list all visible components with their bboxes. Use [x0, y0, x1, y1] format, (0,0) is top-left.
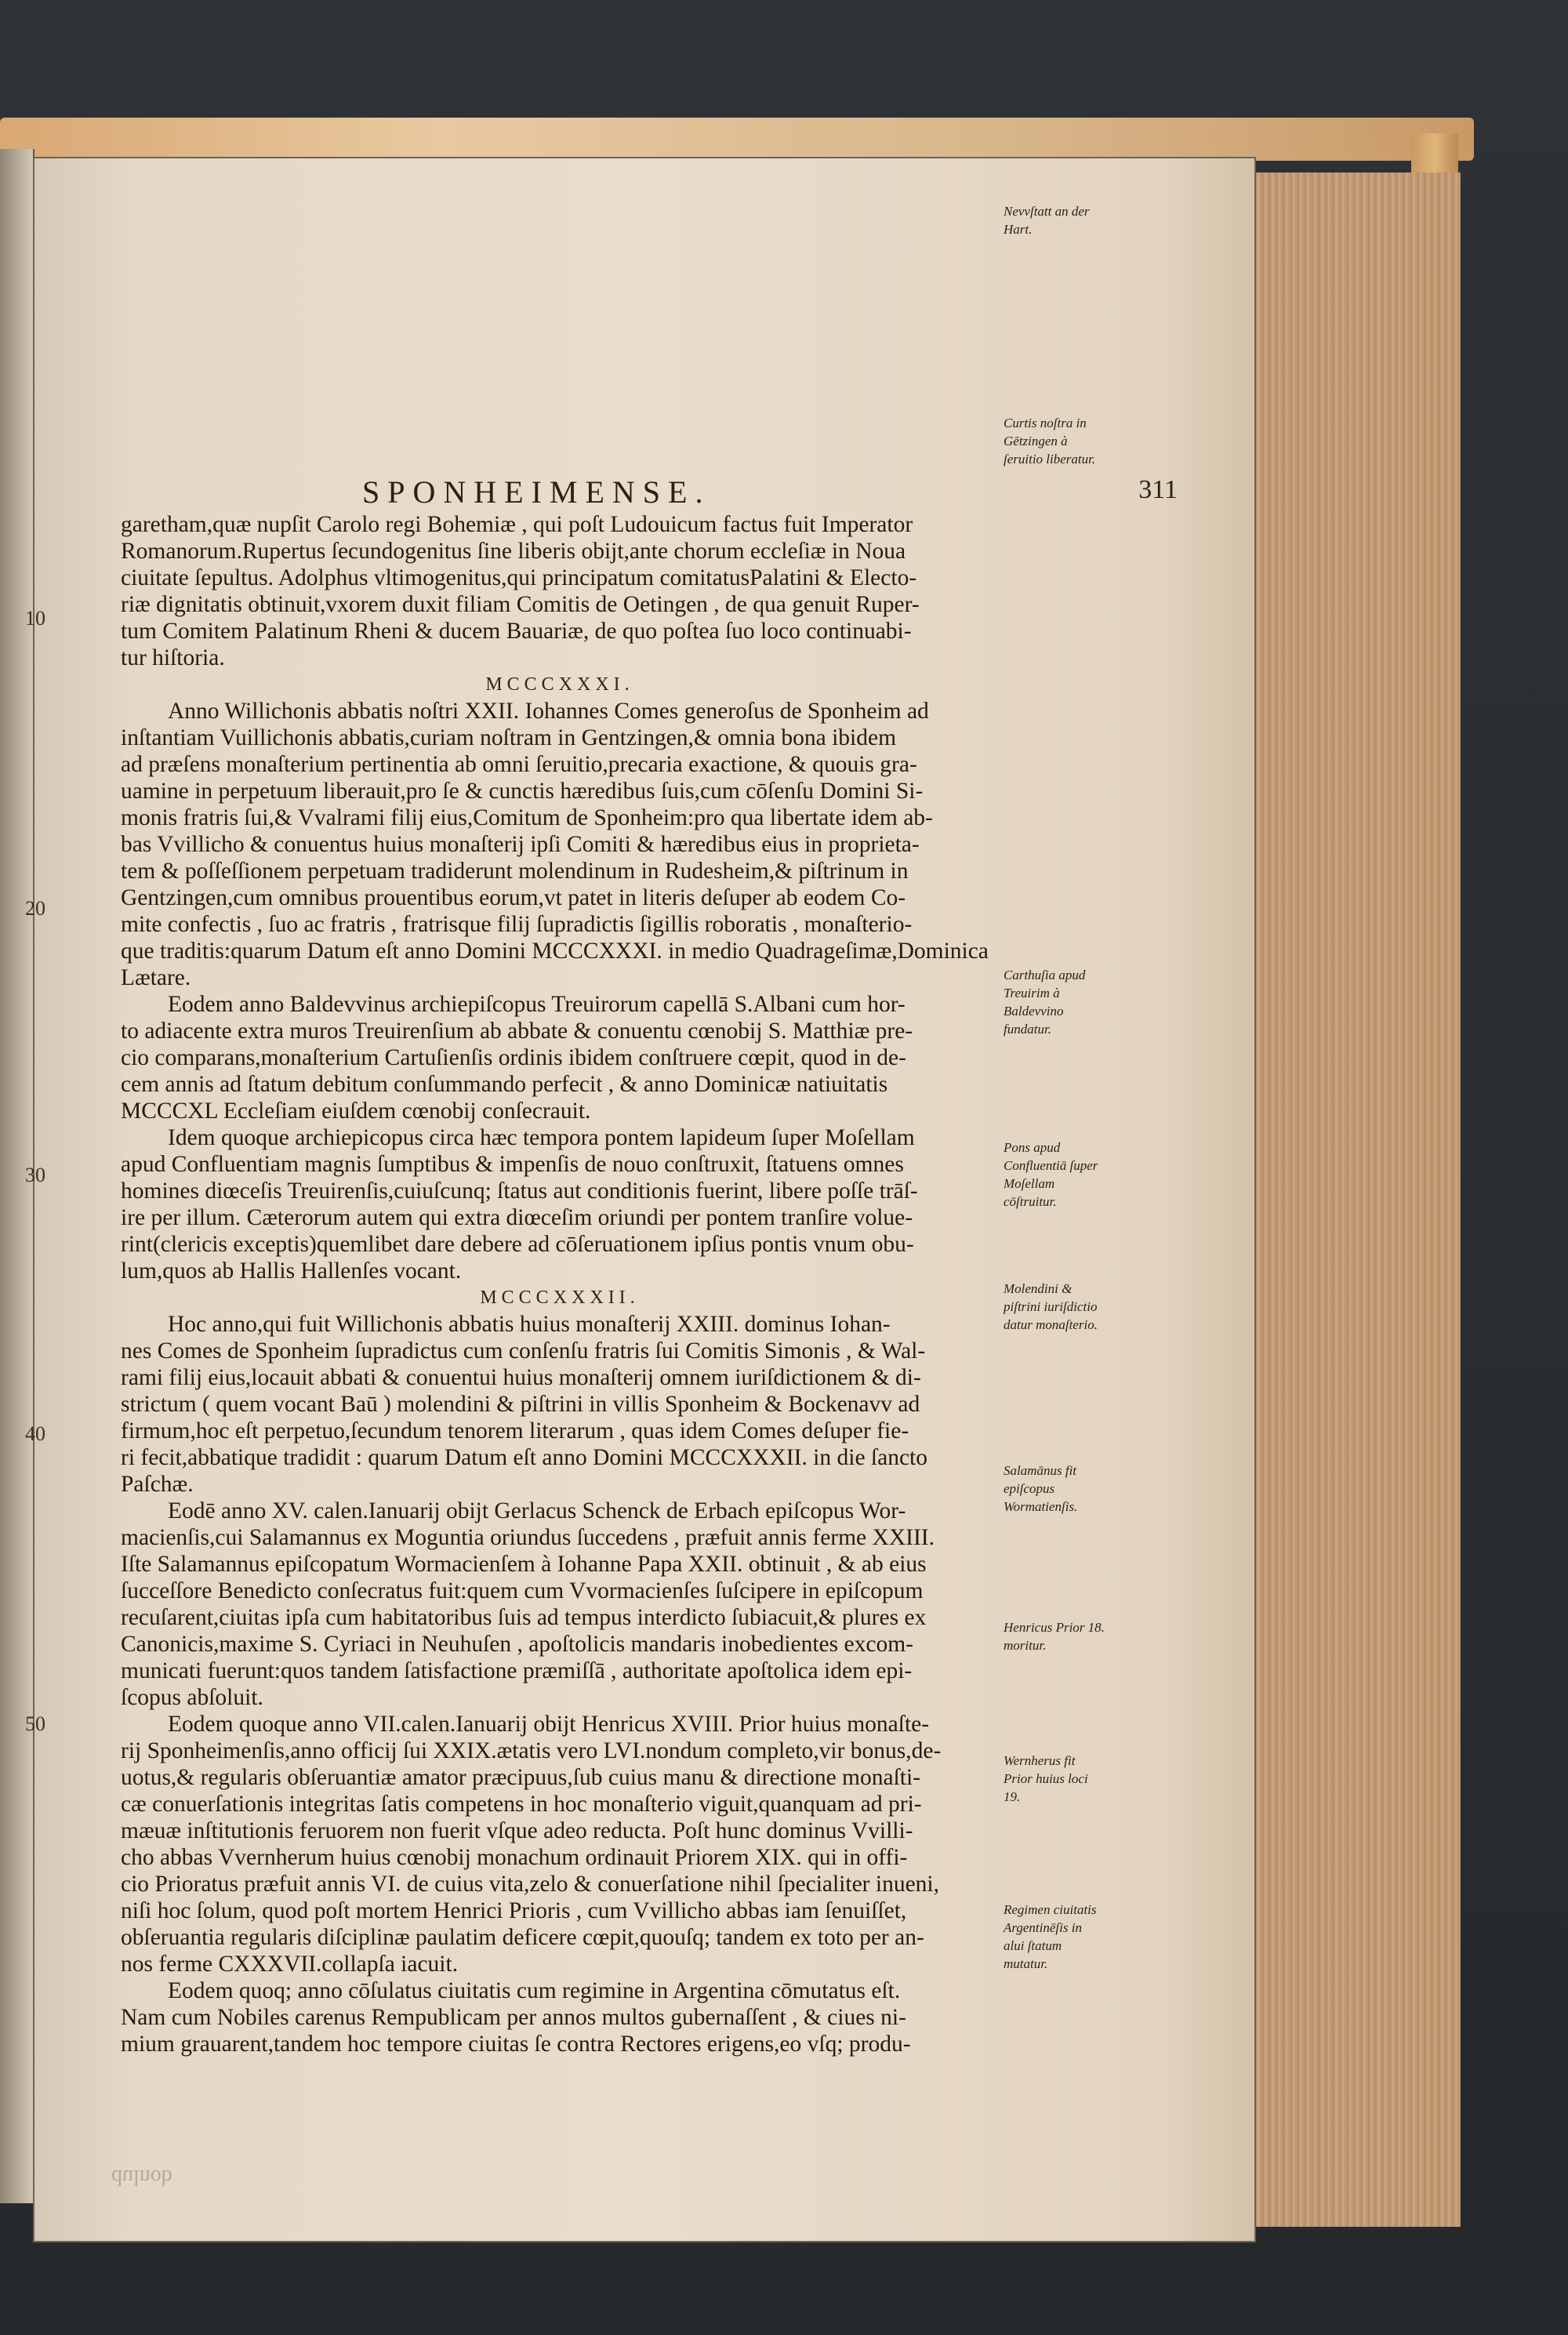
text-line: recuſarent,ciuitas ipſa cum habitatoribus ſuis ad tempus interdicto ſubiacuit,& plures ex — [121, 1605, 927, 1630]
line-number: 10 — [25, 607, 45, 630]
text-line: cæ conuerſationis integritas ſatis competens in hoc monaſterio viguit,quanquam ad pri- — [121, 1792, 922, 1817]
text-line: riæ dignitatis obtinuit,vxorem duxit filiam Comitis de Oetingen , de qua genuit Ruper- — [121, 592, 920, 617]
text-line: ri fecit,abbatique tradidit : quarum Datum eſt anno Domini MCCCXXXII. in die ſancto — [121, 1445, 927, 1470]
margin-note: Curtis noſtra in Gētzingen à ſeruitio liberatur. — [1004, 416, 1096, 467]
book-page — [25, 157, 1256, 2242]
text-line: tum Comitem Palatinum Rheni & ducem Bauariæ, de quo poſtea ſuo loco continuabi- — [121, 619, 912, 644]
text-line: tem & poſſeſſionem perpetuam tradiderunt molendinum in Rudesheim,& piſtrinum in — [121, 859, 909, 884]
year-heading: MCCCXXXII. — [480, 1287, 640, 1308]
text-line: Canonicis,maxime S. Cyriaci in Neuhuſen , apoſtolicis mandaris inobedientes excom- — [121, 1632, 913, 1657]
text-line: nos ferme CXXXVII.collapſa iacuit. — [121, 1952, 459, 1977]
text-line: garetham,quæ nupſit Carolo regi Bohemiæ , qui poſt Ludouicum factus fuit Imperator — [121, 512, 913, 537]
margin-note: Wernherus fit Prior huius loci 19. — [1004, 1753, 1088, 1804]
text-line: strictum ( quem vocant Baū ) molendini & piſtrini in villis Sponheim & Bockenavv ad — [121, 1392, 920, 1417]
text-line: MCCCXL Eccleſiam eiuſdem cœnobij conſecrauit. — [121, 1099, 591, 1124]
text-line: ſucceſſore Benedicto conſecratus fuit:quem cum Vvormacienſes ſuſcipere in epiſcopum — [121, 1578, 924, 1603]
text-line: niſi hoc ſolum, quod poſt mortem Henrici Prioris , cum Vvillicho abbas iam ſenuiſſet, — [121, 1898, 907, 1923]
text-line: mium grauarent,tandem hoc tempore ciuitas ſe contra Rectores erigens,eo vſq; produ- — [121, 2032, 911, 2057]
text-line: Idem quoque archiepicopus circa hæc tempora pontem lapideum ſuper Moſellam — [168, 1125, 915, 1150]
text-line: ad præſens monaſterium pertinentia ab omni ſeruitio,precaria exactione, & quouis gra- — [121, 752, 917, 777]
page-header — [362, 474, 1178, 513]
text-line: Paſchæ. — [121, 1472, 194, 1497]
margin-note: Pons apud Confluentiā ſuper Moſellam cōſtruitur. — [1004, 1140, 1098, 1209]
text-line: inſtantiam Vuillichonis abbatis,curiam noſtram in Gentzingen,& omnia bona ibidem — [121, 725, 897, 750]
text-line: rij Sponheimenſis,anno officij ſui XXIX.ætatis vero LVI.nondum completo,vir bonus,de- — [121, 1738, 942, 1763]
text-line: cho abbas Vvernherum huius cœnobij monachum ordinauit Priorem XIX. qui in offi- — [121, 1845, 908, 1870]
text-line: ciuitate ſepultus. Adolphus vltimogenitus,qui principatum comitatusPalatini & Electo- — [121, 565, 917, 590]
margin-note: Salamānus fit epiſcopus Wormatienſis. — [1004, 1463, 1078, 1514]
margin-note: Henricus Prior 18. moritur. — [1004, 1620, 1105, 1653]
book-top-edge — [0, 118, 1474, 161]
text-line: Nam cum Nobiles carenus Rempublicam per annos multos gubernaſſent , & ciues ni- — [121, 2005, 906, 2030]
text-line: Iſte Salamannus epiſcopatum Wormacienſem à Iohanne Papa XXII. obtinuit , & ab eius — [121, 1552, 927, 1577]
text-line: firmum,hoc eſt perpetuo,ſecundum tenorem literarum , quas idem Comes deſuper fie- — [121, 1418, 909, 1443]
text-line: macienſis,cui Salamannus ex Moguntia oriundus ſuccedens , præfuit annis ferme XXIII. — [121, 1525, 935, 1550]
text-line: nes Comes de Sponheim ſupradictus cum conſenſu fratris ſui Comitis Simonis , & Wal- — [121, 1338, 926, 1364]
margin-note: Molendini & piſtrini iuriſdictio datur monaſterio. — [1004, 1281, 1098, 1332]
text-line: rami filij eius,locauit abbati & conuentui huius monaſterij omnem iuriſdictionem & di- — [121, 1365, 921, 1390]
page-fore-edge — [1223, 172, 1461, 2227]
text-line: Eodem anno Baldevvinus archiepiſcopus Treuirorum capellā S.Albani cum hor- — [168, 992, 906, 1017]
text-line: cio Prioratus præfuit annis VI. de cuius vita,zelo & conuerſatione nihil ſpecialiter inueni, — [121, 1872, 939, 1897]
margin-note: Regimen ciuitatis Argentinēſis in alui ſtatum mutatur. — [1004, 1902, 1097, 1971]
text-line: ſcopus abſoluit. — [121, 1685, 263, 1710]
text-line: Gentzingen,cum omnibus prouentibus eorum,vt patet in literis deſuper ab eodem Co- — [121, 885, 906, 910]
text-line: Lætare. — [121, 965, 191, 990]
text-line: apud Confluentiam magnis ſumptibus & impenſis de nouo conſtruxit, ſtatuens omnes — [121, 1152, 904, 1177]
main-text-column — [121, 511, 999, 2057]
text-line: to adiacente extra muros Treuirenſium ab abbate & conuentu cœnobij S. Matthiæ pre- — [121, 1019, 913, 1044]
text-line: Eodē anno XV. calen.Ianuarij obijt Gerlacus Schenck de Erbach epiſcopus Wor- — [168, 1498, 906, 1523]
offset-print: dulnob — [111, 2165, 172, 2189]
year-heading: MCCCXXXI. — [485, 674, 634, 695]
text-line: que traditis:quarum Datum eſt anno Domini MCCCXXXI. in medio Quadrageſimæ,Dominica — [121, 939, 989, 964]
margin-note: Nevvſtatt an der Hart. — [1004, 204, 1090, 237]
text-line: Eodem quoque anno VII.calen.Ianuarij obijt Henricus XVIII. Prior huius monaſte- — [168, 1712, 930, 1737]
text-line: mæuæ inſtitutionis feruorem non fuerit vſque adeo reducta. Poſt hunc dominus Vvilli- — [121, 1818, 913, 1843]
line-number: 20 — [25, 897, 45, 920]
text-line: cem annis ad ſtatum debitum conſummando perfecit , & anno Dominicæ natiuitatis — [121, 1072, 888, 1097]
text-line: Romanorum.Rupertus ſecundogenitus ſine liberis obijt,ante chorum eccleſiæ in Noua — [121, 539, 906, 564]
text-line: cio comparans,monaſterium Cartuſienſis ordinis ibidem conſtruere cœpit, quod in de- — [121, 1045, 906, 1070]
text-line: homines diœceſis Treuirenſis,cuiuſcunq; ſtatus aut conditionis fuerint, libere poſſe trāſ- — [121, 1178, 918, 1204]
text-line: Hoc anno,qui fuit Willichonis abbatis huius monaſterij XXIII. dominus Iohan- — [168, 1312, 891, 1337]
page-number: 311 — [1138, 475, 1178, 504]
line-number: 50 — [25, 1712, 45, 1735]
text-line: tur hiſtoria. — [121, 645, 225, 670]
text-line: uamine in perpetuum liberauit,pro ſe & cunctis hæredibus ſuis,cum cōſenſu Domini Si- — [121, 779, 924, 804]
text-line: monis fratris ſui,& Vvalrami filij eius,Comitum de Sponheim:pro qua libertate idem ab- — [121, 805, 933, 830]
line-number: 40 — [25, 1422, 45, 1445]
text-line: bas Vvillicho & conuentus huius monaſterij ipſi Comiti & hæredibus eius in proprieta- — [121, 832, 920, 857]
text-line: uotus,& regularis obſeruantiæ amator præcipuus,ſub cuius manu & directione monaſti- — [121, 1765, 920, 1790]
margin-note: Carthuſia apud Treuirim à Baldevvino fundatur. — [1004, 968, 1086, 1037]
text-line: rint(clericis exceptis)quemlibet dare debere ad cōſeruationem ipſius pontis vnum obu- — [121, 1232, 914, 1257]
text-line: ire per illum. Cæterorum autem qui extra diœceſim oriundi per pontem tranſire volue- — [121, 1205, 913, 1230]
text-line: mite confectis , ſuo ac fratris , fratrisque filij ſupradictis ſigillis roboratis , monaſterio- — [121, 912, 913, 937]
text-line: obſeruantia regularis diſciplinæ paulatim deficere cœpit,quouſq; tandem ex toto per an- — [121, 1925, 924, 1950]
text-line: lum,quos ab Hallis Hallenſes vocant. — [121, 1258, 462, 1284]
text-line: municati fuerunt:quos tandem ſatisfactione præmiſſā , authoritate apoſtolica idem epi- — [121, 1658, 913, 1683]
text-line: Anno Willichonis abbatis noſtri XXII. Iohannes Comes generoſus de Sponheim ad — [168, 699, 929, 724]
running-title: SPONHEIMENSE. — [362, 474, 711, 510]
line-number: 30 — [25, 1164, 45, 1186]
text-line: Eodem quoq; anno cōſulatus ciuitatis cum regimine in Argentina cōmutatus eſt. — [168, 1978, 901, 2003]
